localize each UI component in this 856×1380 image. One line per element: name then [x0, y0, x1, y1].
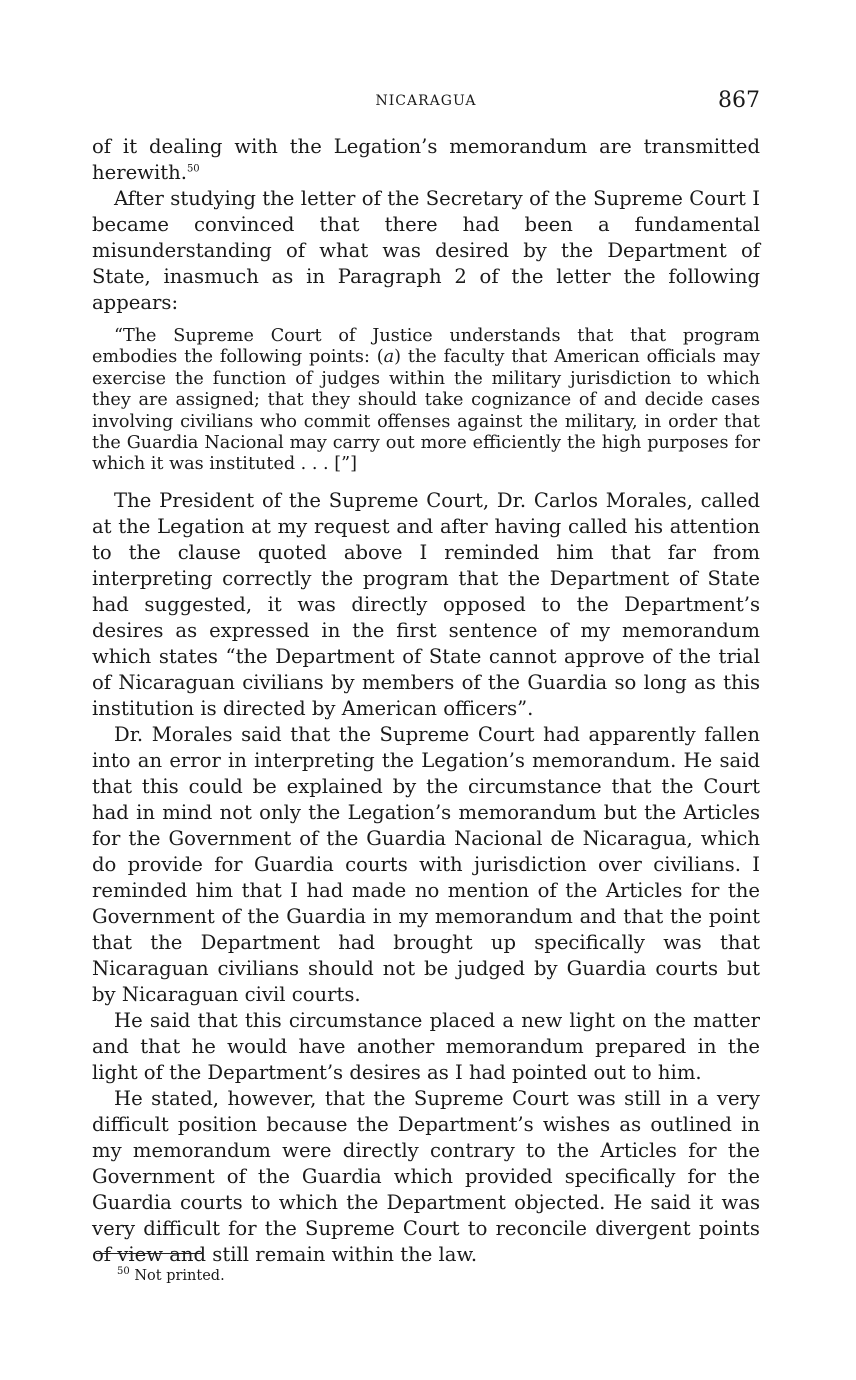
footnote-divider	[96, 1253, 202, 1254]
quote-italic-letter: a	[383, 347, 395, 368]
paragraph: Dr. Morales said that the Supreme Court had apparently fallen into an error in interpreting the Legation’s memorandum. He said that this could be explained by the circumstance that the Court had in mind not only the Legation’s memorandum but the Articles for the Government of the Guardia Nacional de Nicaragua, which do provide for Guardia courts with jurisdiction over civilians. I reminded him that I had made no mention of the Articles for the Government of the Guardia in my memorandum and that the point that the Department had brought up specifically was that Nicaraguan civilians should not be judged by Guardia courts but by Nicaraguan civil courts.	[92, 722, 760, 1006]
paragraph: After studying the letter of the Secretary of the Supreme Court I became convinced that there had been a fundamental misunderstanding of what was desired by the Department of State, inasmuch as in Paragraph 2 of the letter the following appears:	[92, 187, 760, 314]
footnote	[117, 1268, 225, 1284]
paragraph: He said that this circumstance placed a new light on the matter and that he would have another memorandum prepared in the light of the Department’s desires as I had pointed out to him.	[92, 1008, 760, 1084]
footnote-text: Not printed.	[134, 1268, 225, 1284]
paragraph: The President of the Supreme Court, Dr. Carlos Morales, called at the Legation at my request and after having called his attention to the clause quoted above I reminded him that far from interpreting correctly the program that the Department of State had suggested, it was directly opposed to the Department’s desires as expressed in the first sentence of my memorandum which states “the Department of State cannot approve of the trial of Nicaraguan civilians by members of the Guardia so long as this institution is directed by American officers”.	[92, 488, 760, 720]
footnote-number: 50	[117, 1266, 130, 1278]
footnote-reference: 50	[186, 163, 200, 175]
body-text	[92, 134, 760, 1268]
quote-text-start: “The Supreme Court of Justice understands that that program embodies the following points: (	[92, 326, 760, 368]
running-head: NICARAGUA	[375, 93, 477, 109]
paragraph-continued	[92, 134, 760, 186]
page-number: 867	[718, 88, 760, 113]
quote-text-end: ) the faculty that American officials may exercise the function of judges within the military jurisdiction to which they are assigned; that they should take cognizance of and decide cases involving civilians who commit offenses against the military, in order that the Guardia Nacional may carry out more efficiently the high purposes for which it was instituted . . . [”]	[92, 347, 760, 475]
paragraph-text: of it dealing with the Legation’s memorandum are transmitted herewith.	[92, 135, 760, 184]
page-header	[92, 88, 760, 118]
paragraph: He stated, however, that the Supreme Court was still in a very difficult position because the Department’s wishes as outlined in my memorandum were directly contrary to the Articles for the Government of the Guardia which provided specifically for the Guardia courts to which the Department objected. He said it was very difficult for the Supreme Court to reconcile divergent points of view and still remain within the law.	[92, 1086, 760, 1266]
block-quote	[92, 326, 760, 476]
